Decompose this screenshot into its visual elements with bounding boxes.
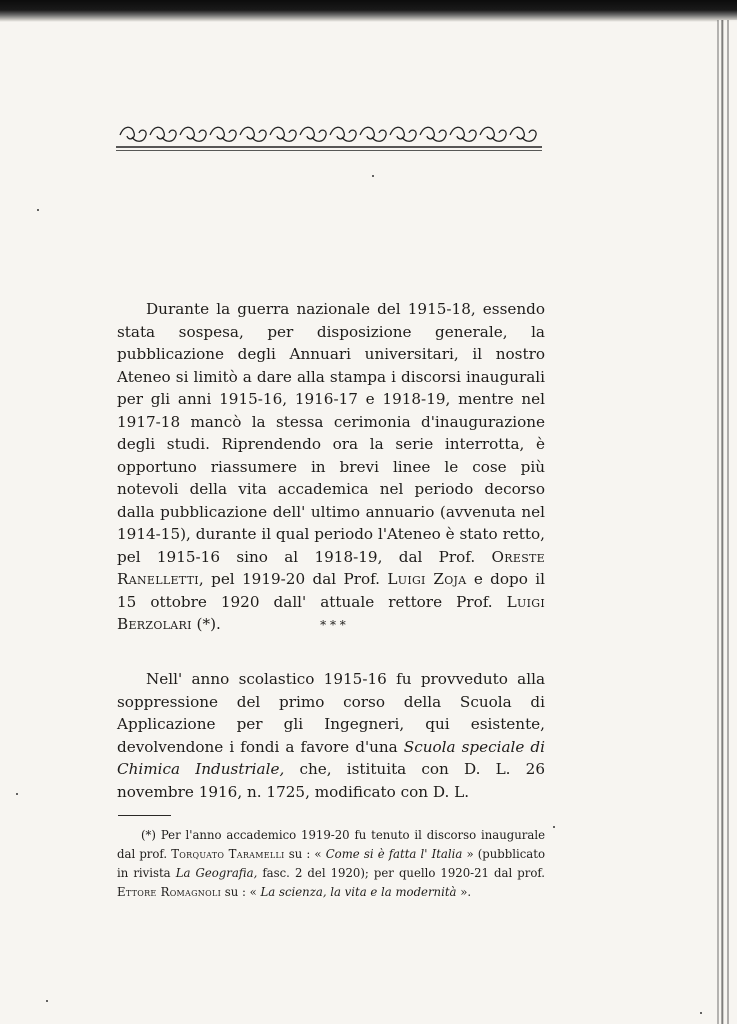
- paper-speck: [372, 175, 374, 177]
- ornament-scroll: [480, 127, 506, 141]
- ornament-scroll: [360, 127, 386, 141]
- rector-name-ranelletti: Oreste Ranelletti: [117, 547, 545, 588]
- speaker-name-taramelli: Torquato Taramelli: [171, 847, 285, 861]
- paper-speck: [700, 1012, 702, 1014]
- school-name-italic: Scuola speciale di Chimica Industriale,: [117, 737, 545, 778]
- footnote-text-4: fasc. 2 del 1920); per quello 1920-21 dal prof.: [257, 866, 546, 880]
- speech-title-2: La scienza, la vita e la modernità: [260, 885, 457, 899]
- ornament-scroll: [300, 127, 326, 141]
- page-top-shadow: [0, 0, 737, 22]
- section-asterism: [318, 620, 348, 650]
- ornament-scroll: [270, 127, 296, 141]
- paper-speck: [16, 793, 18, 795]
- journal-name: La Geografia,: [175, 866, 258, 880]
- paper-speck: [553, 826, 555, 828]
- footnote-text-6: ».: [456, 885, 472, 899]
- ornament-scroll: [510, 127, 536, 141]
- paper-speck: [37, 209, 39, 211]
- footnote-text-3: » (pubblicato in rivista: [117, 847, 545, 880]
- main-paragraph-2: [117, 668, 545, 803]
- asterism-symbol: * * *: [320, 618, 346, 632]
- rector-name-zoja: Luigi Zoja: [387, 570, 467, 588]
- decorative-header-ornament: [114, 121, 544, 153]
- ornament-scroll: [210, 127, 236, 141]
- footnote-text-1: (*) Per l'anno accademico 1919-20 fu tenuto il discorso inaugurale dal prof.: [117, 828, 545, 861]
- ornament-icon: [114, 121, 544, 153]
- speech-title-1: Come si è fatta l' Italia: [325, 847, 463, 861]
- footnote: [117, 826, 545, 902]
- rector-name-berzolari: Luigi Berzolari: [117, 592, 545, 633]
- ornament-scroll: [240, 127, 266, 141]
- ornament-scroll: [450, 127, 476, 141]
- para2-text-1: Nell' anno scolastico 1915-16 fu provveduto alla soppressione del primo corso della Scuola di Applicazione per gli Ingegneri, qui esistente, devolvendone i fondi a favore d'una: [117, 670, 545, 756]
- ornament-scroll: [330, 127, 356, 141]
- ornament-scroll: [390, 127, 416, 141]
- footnote-text-2: su : «: [284, 847, 326, 861]
- para1-text-1: Durante la guerra nazionale del 1915-18, essendo stata sospesa, per disposizione generale, la pubblicazione degli Annuari universitari, il nostro Ateneo si limitò a dare alla stampa i discorsi inaugurali per gli anni 1915-16, 1916-17 e 1918-19, mentre nel 1917-18 mancò la stessa cerimonia d'inaugurazione degli studi. Riprendendo ora la serie interrotta, è opportuno riassumere in brevi linee le cose più notevoli della vita accademica nel periodo decorso dalla pubblicazione dell' ultimo annuario (avvenuta nel 1914-15), durante il qual periodo l'Ateneo è stato retto, pel 1915-16 sino al 1918-19, dal Prof.: [117, 300, 545, 566]
- ornament-scroll: [120, 127, 146, 141]
- main-paragraph-1: [117, 298, 545, 636]
- speaker-name-romagnoli: Ettore Romagnoli: [117, 885, 222, 899]
- footnote-text-5: su : «: [221, 885, 261, 899]
- para1-text-2: , pel 1919-20 dal Prof.: [198, 570, 388, 588]
- ornament-scroll: [150, 127, 176, 141]
- ornament-scroll: [180, 127, 206, 141]
- ornament-scroll: [420, 127, 446, 141]
- para2-text-2: che, istituita con D. L. 26 novembre 1916, n. 1725, modificato con D. L.: [117, 760, 546, 801]
- para1-text-4: (*).: [191, 615, 221, 633]
- footnote-rule: [118, 815, 171, 816]
- para1-text-3: e dopo il 15 ottobre 1920 dall' attuale rettore Prof.: [117, 570, 545, 611]
- paper-speck: [46, 1000, 48, 1002]
- page-binding-edge: [715, 20, 737, 1024]
